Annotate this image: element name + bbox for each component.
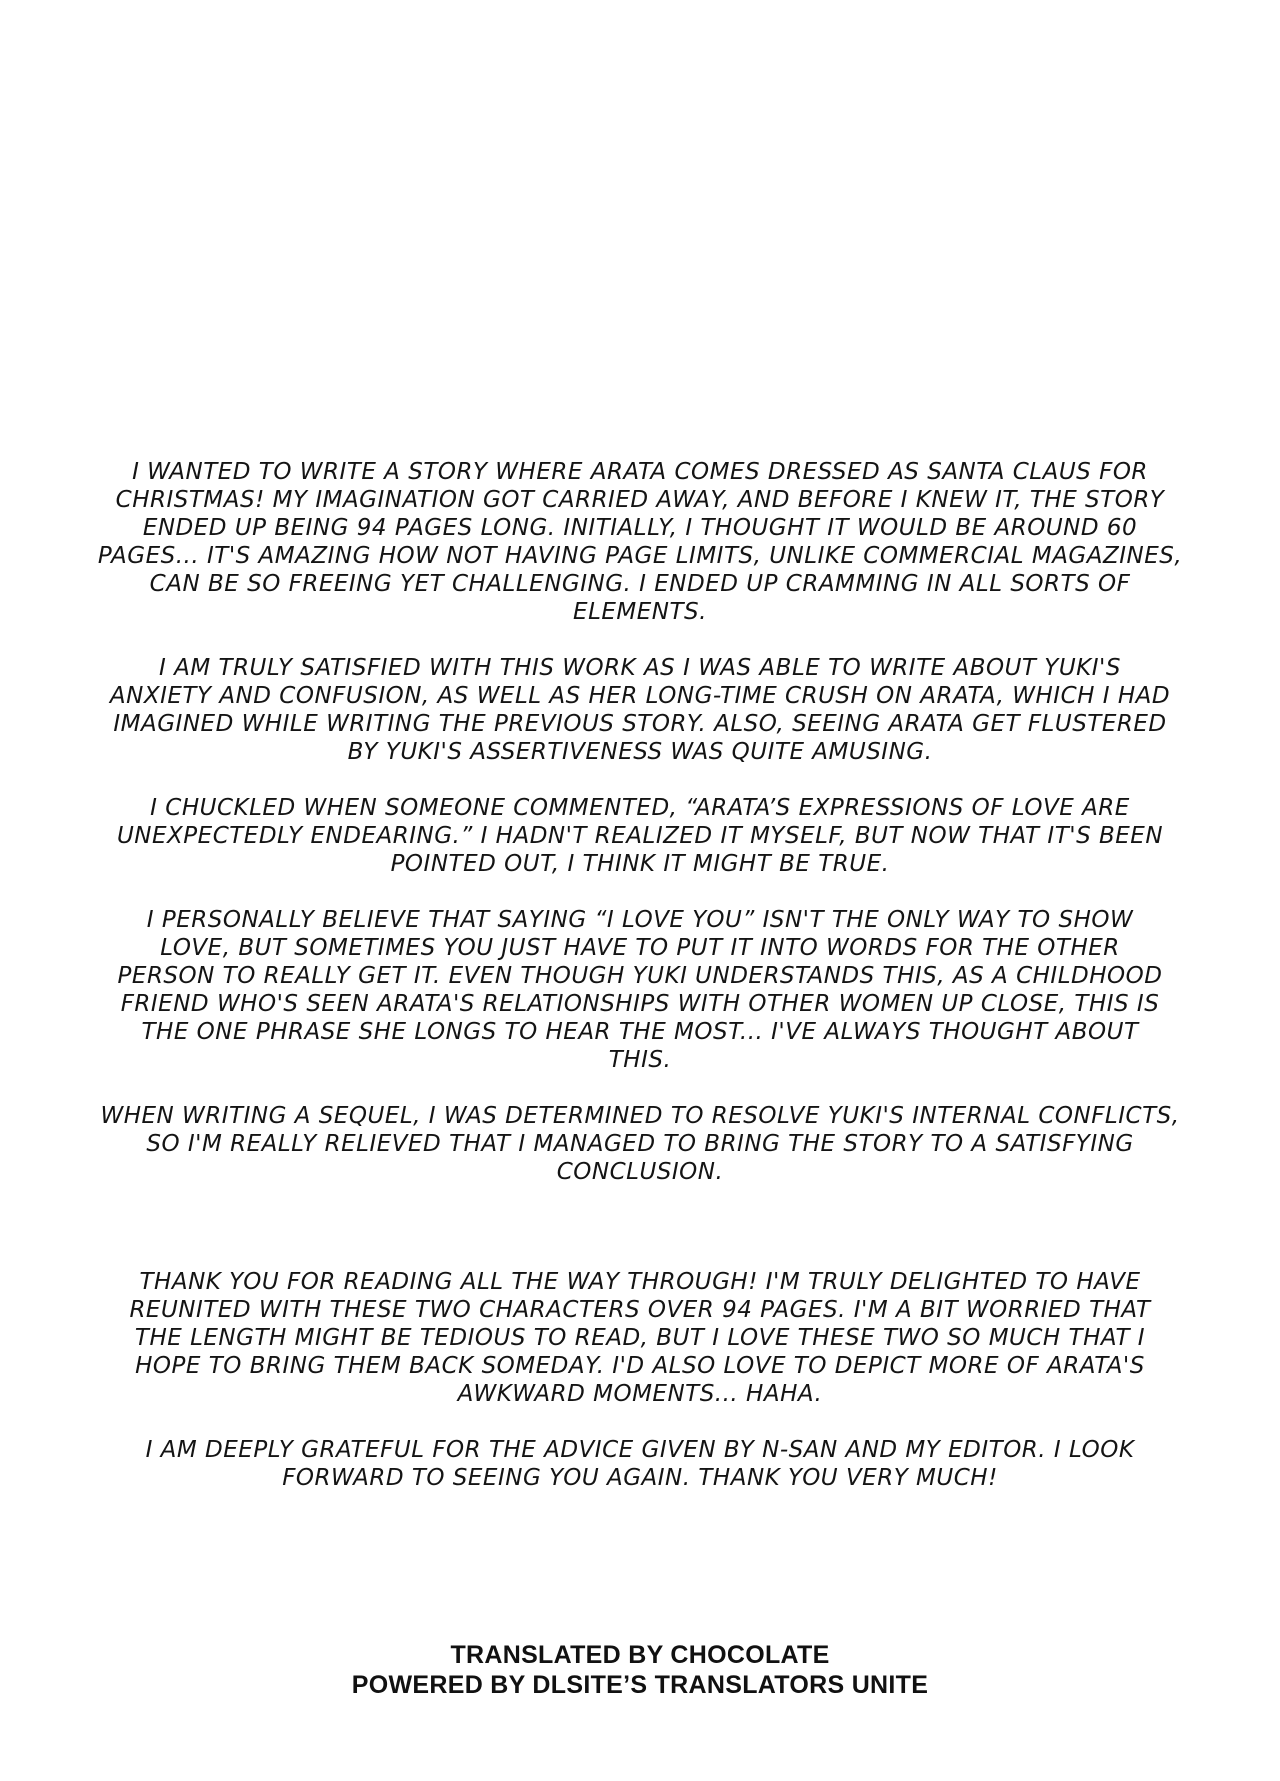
afterword-paragraph-2: I AM TRULY SATISFIED WITH THIS WORK AS I WAS ABLE TO WRITE ABOUT YUKI'S ANXIETY AND CONFUSION, AS WELL AS HER LONG-TIME CRUSH ON ARATA, WHICH I HAD IMAGINED WHILE WRITING THE PREVIOUS STORY. ALSO, SEEING ARATA GET FLUSTERED BY YUKI'S ASSERTIVENESS WAS QUITE AMUSING.: [109, 655, 1171, 765]
section-spacer: [95, 1186, 1185, 1268]
afterword-paragraph-6: THANK YOU FOR READING ALL THE WAY THROUGH! I'M TRULY DELIGHTED TO HAVE REUNITED WITH THESE TWO CHARACTERS OVER 94 PAGES. I'M A BIT WORRIED THAT THE LENGTH MIGHT BE TEDIOUS TO READ, BUT I LOVE THESE TWO SO MUCH THAT I HOPE TO BRING THEM BACK SOMEDAY. I'D ALSO LOVE TO DEPICT MORE OF ARATA'S AWKWARD MOMENTS... HAHA.: [129, 1269, 1151, 1407]
translation-credits: [300, 1640, 980, 1700]
afterword-paragraph-3: I CHUCKLED WHEN SOMEONE COMMENTED, “ARATA’S EXPRESSIONS OF LOVE ARE UNEXPECTEDLY ENDEARING.” I HADN'T REALIZED IT MYSELF, BUT NOW THAT IT'S BEEN POINTED OUT, I THINK IT MIGHT BE TRUE.: [116, 795, 1164, 877]
translator-credit: TRANSLATED BY CHOCOLATE: [450, 1641, 830, 1669]
powered-by-credit: POWERED BY DLSITE’S TRANSLATORS UNITE: [351, 1671, 929, 1699]
paragraph-spacer: [95, 1408, 1185, 1436]
afterword-paragraph-7: I AM DEEPLY GRATEFUL FOR THE ADVICE GIVEN BY N-SAN AND MY EDITOR. I LOOK FORWARD TO SEEING YOU AGAIN. THANK YOU VERY MUCH!: [145, 1437, 1135, 1491]
paragraph-spacer: [95, 878, 1185, 906]
afterword-paragraph-1: I WANTED TO WRITE A STORY WHERE ARATA COMES DRESSED AS SANTA CLAUS FOR CHRISTMAS! MY IMAGINATION GOT CARRIED AWAY, AND BEFORE I KNEW IT, THE STORY ENDED UP BEING 94 PAGES LONG. INITIALLY, I THOUGHT IT WOULD BE AROUND 60 PAGES... IT'S AMAZING HOW NOT HAVING PAGE LIMITS, UNLIKE COMMERCIAL MAGAZINES, CAN BE SO FREEING YET CHALLENGING. I ENDED UP CRAMMING IN ALL SORTS OF ELEMENTS.: [97, 459, 1183, 625]
paragraph-spacer: [95, 626, 1185, 654]
paragraph-spacer: [95, 766, 1185, 794]
afterword-paragraph-5: WHEN WRITING A SEQUEL, I WAS DETERMINED TO RESOLVE YUKI'S INTERNAL CONFLICTS, SO I'M REALLY RELIEVED THAT I MANAGED TO BRING THE STORY TO A SATISFYING CONCLUSION.: [100, 1103, 1180, 1185]
afterword-paragraph-4: I PERSONALLY BELIEVE THAT SAYING “I LOVE YOU” ISN'T THE ONLY WAY TO SHOW LOVE, BUT SOMETIMES YOU JUST HAVE TO PUT IT INTO WORDS FOR THE OTHER PERSON TO REALLY GET IT. EVEN THOUGH YUKI UNDERSTANDS THIS, AS A CHILDHOOD FRIEND WHO'S SEEN ARATA'S RELATIONSHIPS WITH OTHER WOMEN UP CLOSE, THIS IS THE ONE PHRASE SHE LONGS TO HEAR THE MOST... I'VE ALWAYS THOUGHT ABOUT THIS.: [117, 907, 1163, 1073]
afterword-text-block: [95, 458, 1185, 1492]
paragraph-spacer: [95, 1074, 1185, 1102]
